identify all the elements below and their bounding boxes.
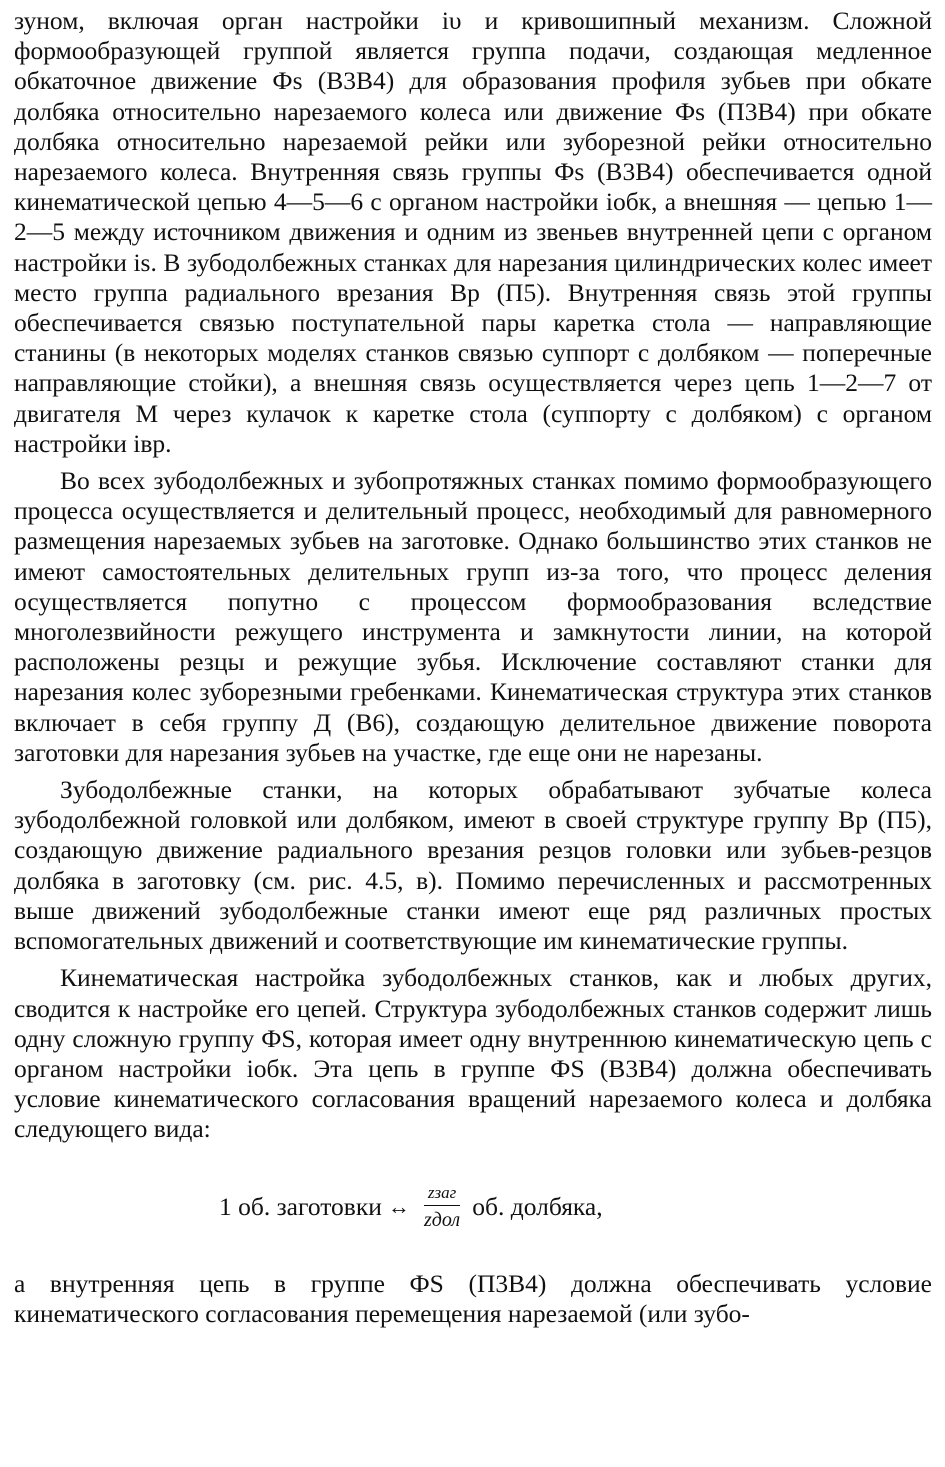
paragraph-gap <box>14 956 932 963</box>
book-page <box>14 6 932 1329</box>
paragraph-3: Зубодолбежные станки, на которых обрабатывают зубчатые колеса зубодолбежной головкой или долбяком, имеют в своей структуре группу Вр (П5), создающую движение радиального врезания резцов головки или зубьев-резцов долбяка в заготовку (см. рис. 4.5, в). Помимо перечисленных и рассмотренных выше движений зубодолбежные станки имеют еще ряд различных простых вспомогательных движений и соответствующие им кинематические группы. <box>14 775 932 956</box>
formula-line <box>219 1183 603 1232</box>
paragraph-4: Кинематическая настройка зубодолбежных станков, как и любых других, сводится к настройке его цепей. Структура зубодолбежных станков содержит лишь одну сложную группу ФS, которая имеет одну внутреннюю кинематическую цепь с органом настройки iобк. Эта цепь в группе ФS (В3В4) должна обеспечивать условие кинематического согласования вращений нарезаемого колеса и долбяка следующего вида: <box>14 963 932 1144</box>
paragraph-1: зуном, включая орган настройки iυ и кривошипный механизм. Сложной формообразующей группой является группа подачи, создающая медленное обкаточное движение Фs (В3В4) для образования профиля зубьев при обкате долбяка относительно нарезаемого колеса или движение Фs (П3В4) при обкате долбяка относительно нарезаемой рейки или зуборезной рейки относительно нарезаемого колеса. Внутренняя связь группы Фs (В3В4) обеспечивается одной кинематической цепью 4—5—6 с органом настройки iобк, а внешняя — цепью 1—2—5 между источником движения и одним из звеньев внутренней цепи с органом настройки is. В зубодолбежных станках для нарезания цилиндрических колес имеет место группа радиального врезания Вр (П5). Внутренняя связь этой группы обеспечивается связью поступательной пары каретка стола — направляющие станины (в некоторых моделях станков связью суппорт с долбяком — поперечные направляющие стойки), а внешняя связь осуществляется через цепь 1—2—7 от двигателя М через кулачок к каретке стола (суппорту с долбяком) с органом настройки iвр. <box>14 6 932 458</box>
formula-numerator: zзаг <box>424 1183 460 1206</box>
double-arrow-icon: ↔ <box>387 1194 410 1220</box>
formula-denominator: zдол <box>424 1208 461 1231</box>
paragraph-5: а внутренняя цепь в группе ФS (П3В4) должна обеспечивать условие кинематического согласования перемещения нарезаемой (или зубо- <box>14 1268 932 1328</box>
formula-right: об. долбяка, <box>472 1192 603 1222</box>
kinematic-formula <box>14 1169 932 1265</box>
formula-left: 1 об. заготовки <box>219 1192 382 1222</box>
paragraph-gap <box>14 768 932 775</box>
formula-fraction <box>424 1183 460 1232</box>
paragraph-gap <box>14 459 932 466</box>
paragraph-2: Во всех зубодолбежных и зубопротяжных станках помимо формообразующего процесса осуществляется и делительный процесс, необходимый для равномерного размещения нарезаемых зубьев на заготовке. Однако большинство этих станков не имеют самостоятельных делительных групп из-за того, что процесс деления осуществляется попутно с процессом формообразования вследствие многолезвийности режущего инструмента и замкнутости линии, на которой расположены резцы и режущие зубья. Исключение составляют станки для нарезания колес зуборезными гребенками. Кинематическая структура этих станков включает в себя группу Д (В6), создающую делительное движение поворота заготовки для нарезания зубьев на участке, где еще они не нарезаны. <box>14 466 932 767</box>
